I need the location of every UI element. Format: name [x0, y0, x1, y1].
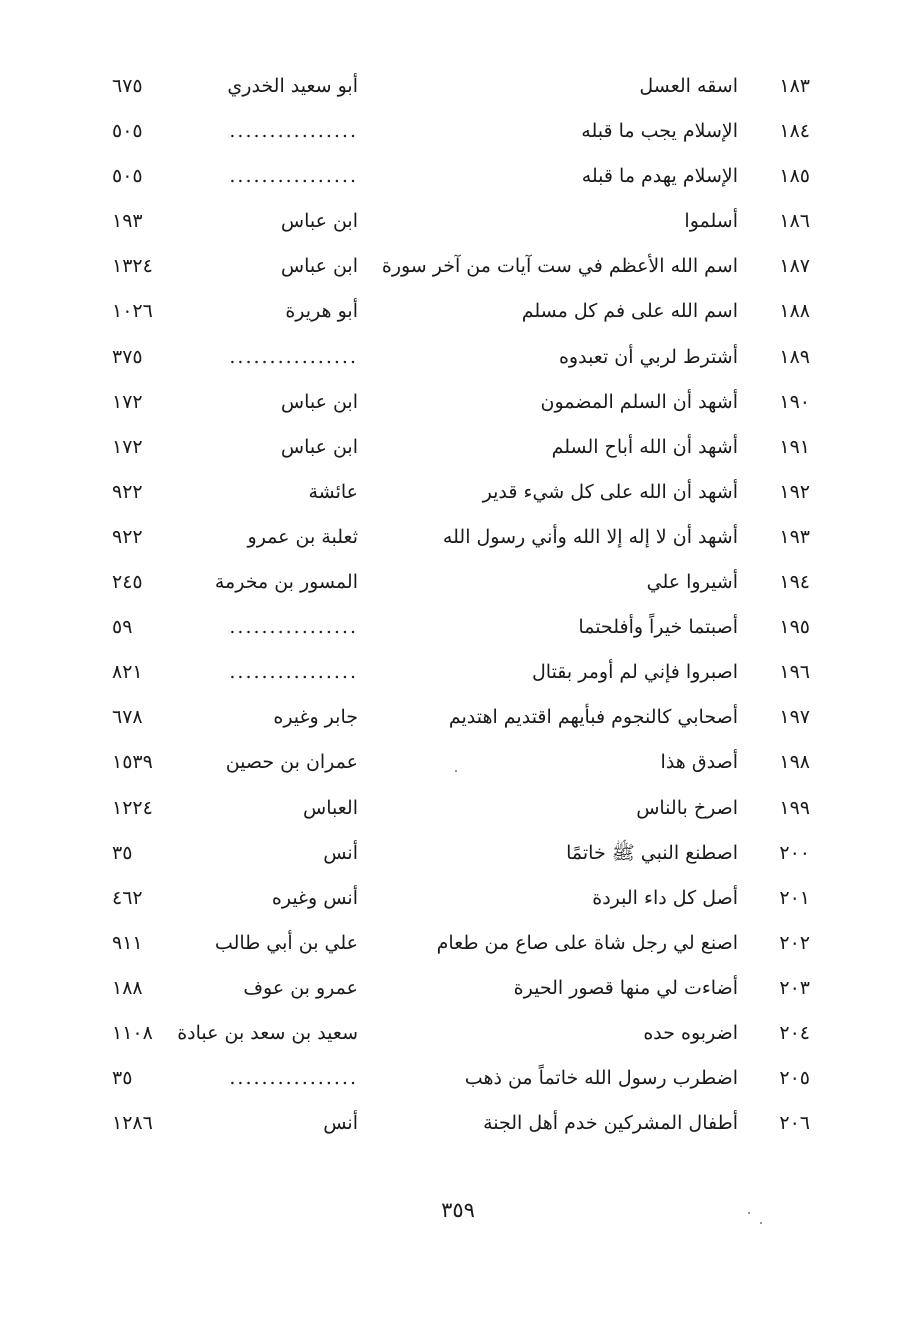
narrator-name: علي بن أبي طالب: [214, 931, 358, 954]
hadith-text: الإسلام يجب ما قبله: [581, 120, 738, 143]
page-reference: ٣٥: [112, 841, 133, 864]
entry-number: ٢٠٠: [779, 841, 810, 864]
scan-speck: [455, 770, 457, 772]
dotted-leader: ................: [229, 345, 358, 368]
entry-number: ١٨٦: [779, 210, 810, 233]
dotted-leader: ................: [229, 165, 358, 188]
entry-number: ١٨٩: [779, 345, 810, 368]
index-entry-row: [0, 154, 916, 199]
index-entry-row: [0, 109, 916, 154]
narrator-name: سعيد بن سعد بن عبادة: [177, 1021, 358, 1044]
hadith-text: اسم الله الأعظم في ست آيات من آخر سورة: [381, 255, 738, 278]
page-reference: ٥٠٥: [112, 165, 143, 188]
narrator-name: المسور بن مخرمة: [214, 571, 358, 594]
page-reference: ٦٧٥: [112, 75, 143, 97]
page-number: ٣٥٩: [441, 1198, 475, 1222]
index-entry-row: [0, 831, 916, 876]
entry-number: ١٨٧: [779, 255, 810, 278]
narrator-name: أبو هريرة: [285, 300, 358, 323]
hadith-text: اصطنع النبي ﷺ خاتمًا: [566, 841, 738, 864]
scan-speck: [748, 1212, 750, 1214]
index-entry-row: [0, 966, 916, 1011]
index-entry-row: [0, 786, 916, 831]
narrator-name: ابن عباس: [280, 255, 358, 278]
entry-number: ١٩٤: [779, 571, 810, 594]
page-reference: ١٣٢٤: [112, 255, 153, 278]
index-entry-row: [0, 289, 916, 334]
entry-number: ٢٠٣: [779, 976, 810, 999]
hadith-text: أصبتما خيراً وأفلحتما: [578, 616, 738, 639]
page-reference: ٣٥: [112, 1067, 133, 1090]
index-entry-row: [0, 740, 916, 785]
page-reference: ١٨٨: [112, 976, 143, 999]
narrator-name: أنس وغيره: [271, 886, 358, 909]
entry-number: ١٩٣: [779, 525, 810, 548]
narrator-name: عمران بن حصين: [225, 751, 358, 774]
hadith-text: أشهد أن لا إله إلا الله وأني رسول الله: [442, 525, 738, 548]
hadith-text: اصنع لي رجل شاة على صاع من طعام: [436, 931, 738, 954]
entry-number: ٢٠٥: [779, 1067, 810, 1090]
narrator-name: جابر وغيره: [273, 706, 358, 729]
index-entry-row: [0, 921, 916, 966]
entry-number: ٢٠٤: [779, 1021, 810, 1044]
entry-number: ١٨٥: [779, 165, 810, 188]
page-reference: ٥٩: [112, 616, 133, 639]
hadith-text: أشيروا علي: [646, 571, 738, 594]
index-entry-row: [0, 335, 916, 380]
index-entry-row: [0, 695, 916, 740]
page-reference: ١٢٢٤: [112, 796, 153, 819]
entry-number: ١٩٠: [779, 390, 810, 413]
hadith-text: اسقه العسل: [639, 75, 738, 97]
dotted-leader: ................: [229, 661, 358, 684]
entry-number: ١٩٧: [779, 706, 810, 729]
narrator-name: العباس: [303, 796, 358, 819]
hadith-text: اصبروا فإني لم أومر بقتال: [531, 661, 738, 684]
page-reference: ١٥٣٩: [112, 751, 153, 774]
index-entry-row: [0, 380, 916, 425]
index-entry-row: [0, 605, 916, 650]
narrator-name: ابن عباس: [280, 435, 358, 458]
index-entry-row: [0, 244, 916, 289]
entry-number: ٢٠٢: [779, 931, 810, 954]
entry-number: ١٩٨: [779, 751, 810, 774]
entry-number: ١٨٤: [779, 120, 810, 143]
narrator-name: ابن عباس: [280, 210, 358, 233]
page-reference: ١٢٨٦: [112, 1112, 153, 1135]
entry-number: ١٩٦: [779, 661, 810, 684]
index-entry-row: [0, 515, 916, 560]
index-entry-row: [0, 1056, 916, 1101]
hadith-text: أصل كل داء البردة: [592, 886, 738, 909]
hadith-text: اصرخ بالناس: [636, 796, 738, 819]
page-reference: ٩٢٢: [112, 525, 143, 548]
dotted-leader: ................: [229, 1067, 358, 1090]
narrator-name: عائشة: [308, 480, 358, 503]
index-entry-row: [0, 650, 916, 695]
narrator-name: ثعلبة بن عمرو: [247, 525, 358, 548]
page-reference: ١٠٢٦: [112, 300, 153, 323]
index-entry-row: [0, 199, 916, 244]
index-entry-row: [0, 64, 916, 109]
hadith-text: اضربوه حده: [643, 1021, 738, 1044]
page-reference: ٤٦٢: [112, 886, 143, 909]
page-reference: ١٧٢: [112, 435, 143, 458]
hadith-text: أشهد أن السلم المضمون: [540, 390, 738, 413]
hadith-index-list: [0, 64, 916, 1146]
narrator-name: أبو سعيد الخدري: [227, 75, 358, 97]
hadith-text: أطفال المشركين خدم أهل الجنة: [483, 1112, 738, 1135]
page-reference: ٢٤٥: [112, 571, 143, 594]
page-reference: ٩١١: [112, 931, 143, 954]
entry-number: ٢٠٦: [779, 1112, 810, 1135]
scan-speck: [760, 1222, 762, 1224]
narrator-name: عمرو بن عوف: [243, 976, 358, 999]
hadith-text: أضاءت لي منها قصور الحيرة: [513, 976, 738, 999]
page-reference: ١٩٣: [112, 210, 143, 233]
page-reference: ١٧٢: [112, 390, 143, 413]
index-entry-row: [0, 470, 916, 515]
entry-number: ١٨٣: [779, 75, 810, 97]
hadith-text: أشهد أن الله على كل شيء قدير: [482, 480, 738, 503]
index-entry-row: [0, 425, 916, 470]
hadith-text: اسم الله على فم كل مسلم: [521, 300, 738, 323]
narrator-name: أنس: [323, 841, 358, 864]
entry-number: ١٩١: [779, 435, 810, 458]
index-entry-row: [0, 876, 916, 921]
index-entry-row: [0, 1101, 916, 1146]
narrator-name: ابن عباس: [280, 390, 358, 413]
page-reference: ٨٢١: [112, 661, 143, 684]
index-entry-row: [0, 1011, 916, 1056]
hadith-text: الإسلام يهدم ما قبله: [581, 165, 738, 188]
hadith-text: أشهد أن الله أباح السلم: [551, 435, 738, 458]
dotted-leader: ................: [229, 120, 358, 143]
entry-number: ١٨٨: [779, 300, 810, 323]
narrator-name: أنس: [323, 1112, 358, 1135]
page-reference: ٦٧٨: [112, 706, 143, 729]
hadith-text: اضطرب رسول الله خاتماً من ذهب: [464, 1067, 738, 1090]
hadith-text: أشترط لربي أن تعبدوه: [558, 345, 738, 368]
hadith-text: أصدق هذا: [660, 751, 738, 774]
page-reference: ٣٧٥: [112, 345, 143, 368]
dotted-leader: ................: [229, 616, 358, 639]
entry-number: ١٩٥: [779, 616, 810, 639]
page-reference: ١١٠٨: [112, 1021, 153, 1044]
entry-number: ١٩٩: [779, 796, 810, 819]
entry-number: ٢٠١: [779, 886, 810, 909]
entry-number: ١٩٢: [779, 480, 810, 503]
page-reference: ٥٠٥: [112, 120, 143, 143]
hadith-text: أصحابي كالنجوم فبأيهم اقتديم اهتديم: [448, 706, 738, 729]
index-entry-row: [0, 560, 916, 605]
page-reference: ٩٢٢: [112, 480, 143, 503]
hadith-text: أسلموا: [684, 210, 738, 233]
